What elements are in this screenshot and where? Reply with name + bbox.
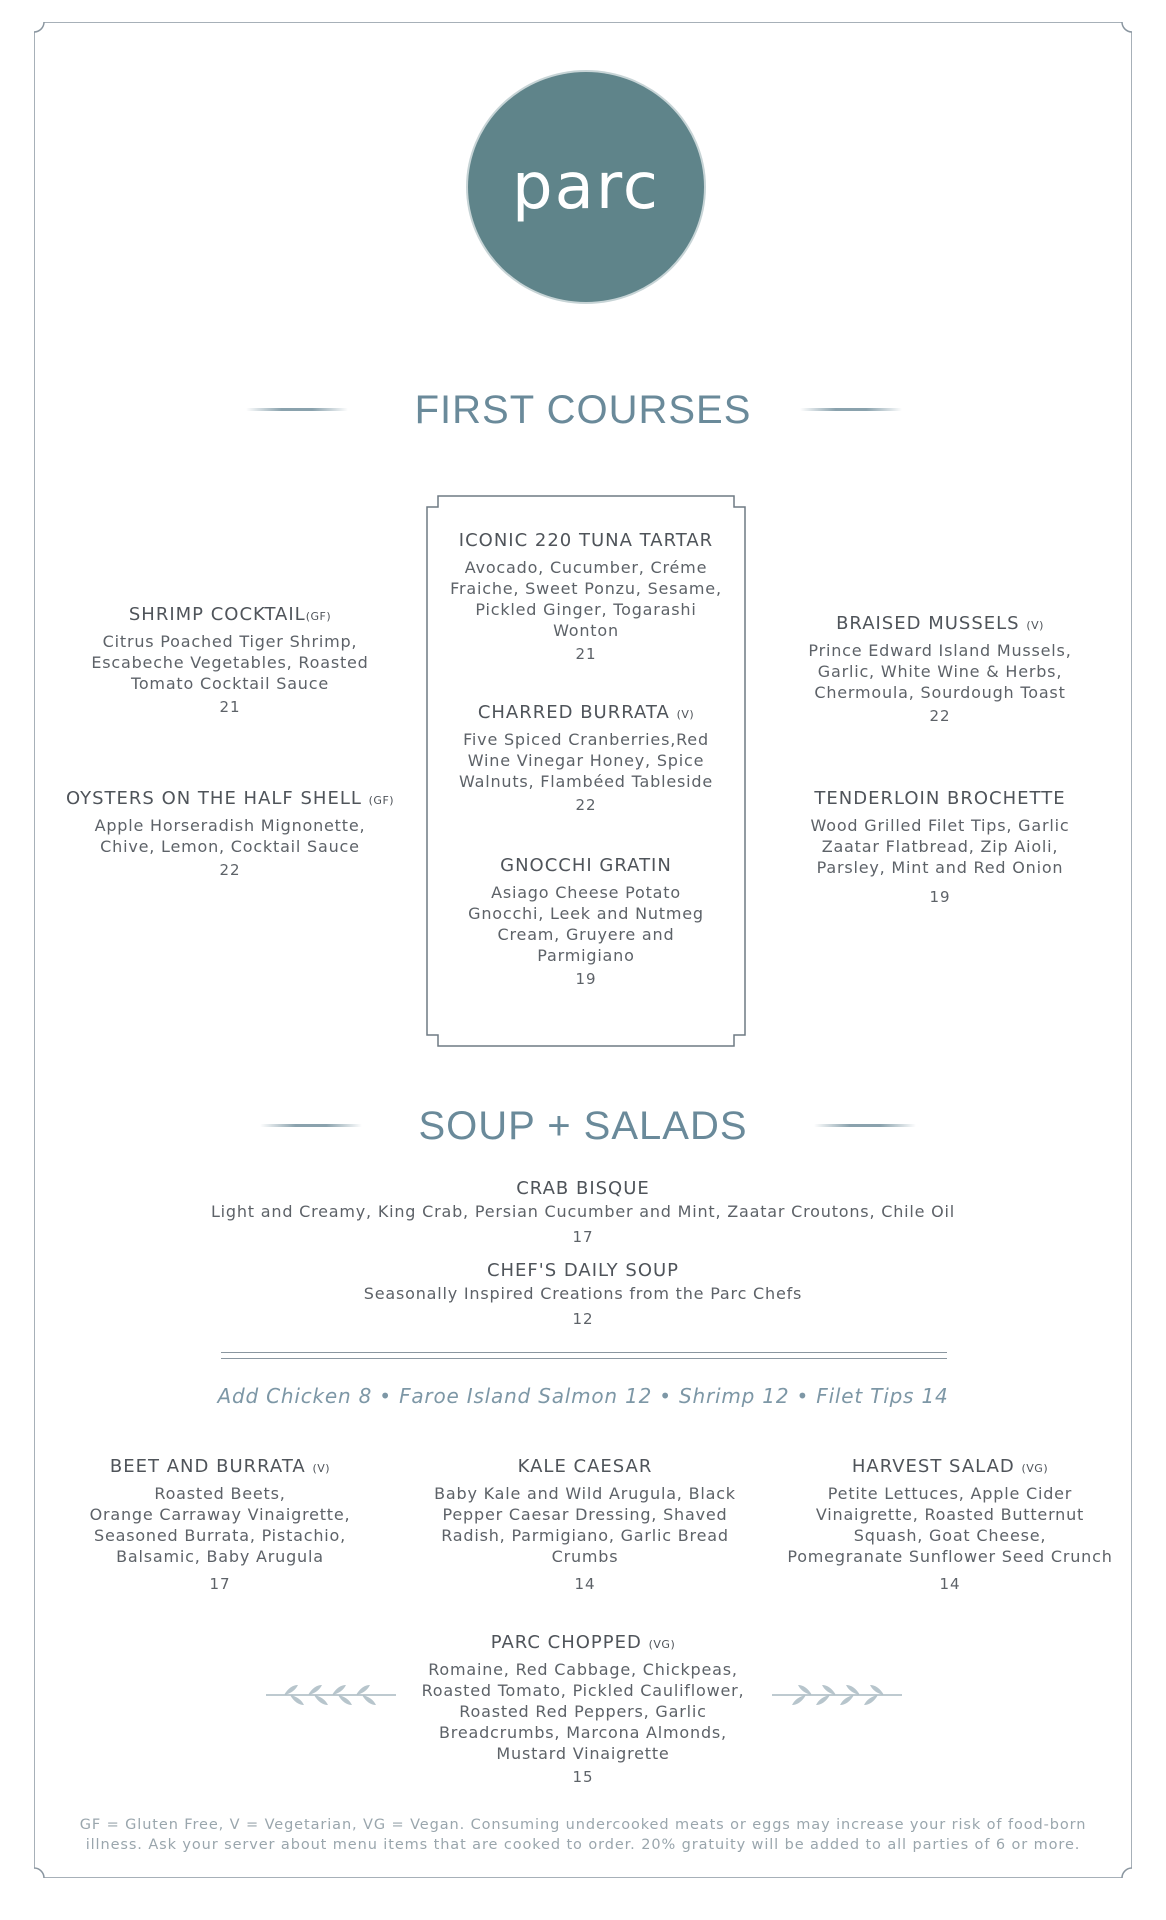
item-description: Wood Grilled Filet Tips, Garlic Zaatar Flatbread, Zip Aioli, Parsley, Mint and Red Onion (810, 816, 1070, 877)
item-price: 21 (575, 645, 597, 663)
item-name: BRAISED MUSSELS (V) (836, 613, 1044, 634)
item-price: 21 (219, 698, 241, 716)
item-name: CHARRED BURRATA (V) (477, 702, 695, 723)
item-description: Apple Horseradish Mignonette, Chive, Lemon, Cocktail Sauce (94, 816, 366, 856)
item-price: 17 (572, 1228, 594, 1246)
item-price: 17 (209, 1575, 231, 1593)
item-description: Seasonally Inspired Creations from the Parc Chefs (363, 1284, 803, 1303)
item-price: 22 (219, 861, 241, 879)
item-description: Baby Kale and Wild Arugula, Black Pepper Caesar Dressing, Shaved Radish, Parmigiano, Garlic Bread Crumbs (434, 1484, 736, 1566)
item-price: 14 (939, 1575, 961, 1593)
item-description: Avocado, Cucumber, Créme Fraiche, Sweet Ponzu, Sesame, Pickled Ginger, Togarashi Wonton (450, 558, 722, 640)
item-name: PARC CHOPPED (VG) (490, 1632, 676, 1653)
add-ons-line: Add Chicken 8 • Faroe Island Salmon 12 • Shrimp 12 • Filet Tips 14 (217, 1384, 949, 1408)
item-description: Light and Creamy, King Crab, Persian Cucumber and Mint, Zaatar Croutons, Chile Oil (210, 1202, 956, 1221)
item-name: GNOCCHI GRATIN (500, 855, 672, 876)
item-name: SHRIMP COCKTAIL(GF) (128, 604, 332, 625)
item-description: Prince Edward Island Mussels, Garlic, White Wine & Herbs, Chermoula, Sourdough Toast (808, 641, 1072, 702)
logo-text: parc (512, 150, 660, 224)
menu-item-gnocchi-gratin (436, 855, 736, 988)
item-description: Petite Lettuces, Apple Cider Vinaigrette, Roasted Butternut Squash, Goat Cheese, Pomegranate Sunflower Seed Crunch (787, 1484, 1113, 1566)
item-price: 19 (575, 970, 597, 988)
menu-item-tuna-tartar (436, 530, 736, 663)
item-name: OYSTERS ON THE HALF SHELL (GF) (65, 788, 395, 809)
menu-item-kale-caesar (420, 1456, 750, 1593)
item-name: KALE CAESAR (517, 1456, 653, 1477)
menu-item-charred-burrata (436, 702, 736, 814)
item-description: Five Spiced Cranberries,Red Wine Vinegar Honey, Spice Walnuts, Flambéed Tableside (459, 730, 713, 791)
item-description: Roasted Beets, Orange Carraway Vinaigrette, Seasoned Burrata, Pistachio, Balsamic, Baby Arugula (89, 1484, 351, 1566)
sprig-icon-left (264, 1678, 398, 1716)
item-price: 14 (574, 1575, 596, 1593)
menu-item-chefs-daily-soup (100, 1260, 1066, 1328)
sprig-icon-right (770, 1678, 904, 1716)
item-description: Citrus Poached Tiger Shrimp, Escabeche Vegetables, Roasted Tomato Cocktail Sauce (91, 632, 369, 693)
item-price: 15 (572, 1768, 594, 1786)
footer-disclaimer: GF = Gluten Free, V = Vegetarian, VG = Vegan. Consuming undercooked meats or eggs may increase your risk of food-born illness. Ask your server about menu items that are cooked to order. 20% gratuity will be added to all parties of 6 or more. (79, 1817, 1087, 1853)
first-courses-title: FIRST COURSES (414, 388, 752, 432)
item-price: 19 (929, 888, 951, 906)
item-price: 22 (929, 707, 951, 725)
item-name: TENDERLOIN BROCHETTE (814, 788, 1066, 809)
item-price: 12 (572, 1310, 594, 1328)
item-name: ICONIC 220 TUNA TARTAR (458, 530, 714, 551)
item-name: CHEF'S DAILY SOUP (486, 1260, 680, 1281)
soup-salads-title: SOUP + SALADS (418, 1104, 748, 1148)
item-description: Asiago Cheese Potato Gnocchi, Leek and Nutmeg Cream, Gruyere and Parmigiano (468, 883, 704, 965)
menu-item-beet-burrata (70, 1456, 370, 1593)
menu-item-crab-bisque (100, 1178, 1066, 1246)
menu-item-harvest-salad (770, 1456, 1130, 1593)
menu-item-parc-chopped (400, 1632, 766, 1786)
menu-item-shrimp-cocktail (70, 604, 390, 716)
item-name: BEET AND BURRATA (V) (109, 1456, 331, 1477)
item-price: 22 (575, 796, 597, 814)
item-description: Romaine, Red Cabbage, Chickpeas, Roasted Tomato, Pickled Cauliflower, Roasted Red Peppers, Garlic Breadcrumbs, Marcona Almonds, Mustard Vinaigrette (421, 1660, 745, 1763)
item-name: HARVEST SALAD (VG) (851, 1456, 1049, 1477)
menu-item-oysters (50, 788, 410, 879)
item-name: CRAB BISQUE (516, 1178, 650, 1199)
menu-item-tenderloin-brochette (780, 788, 1100, 906)
menu-item-braised-mussels (780, 613, 1100, 725)
double-divider (221, 1352, 947, 1359)
parc-logo (468, 72, 704, 302)
